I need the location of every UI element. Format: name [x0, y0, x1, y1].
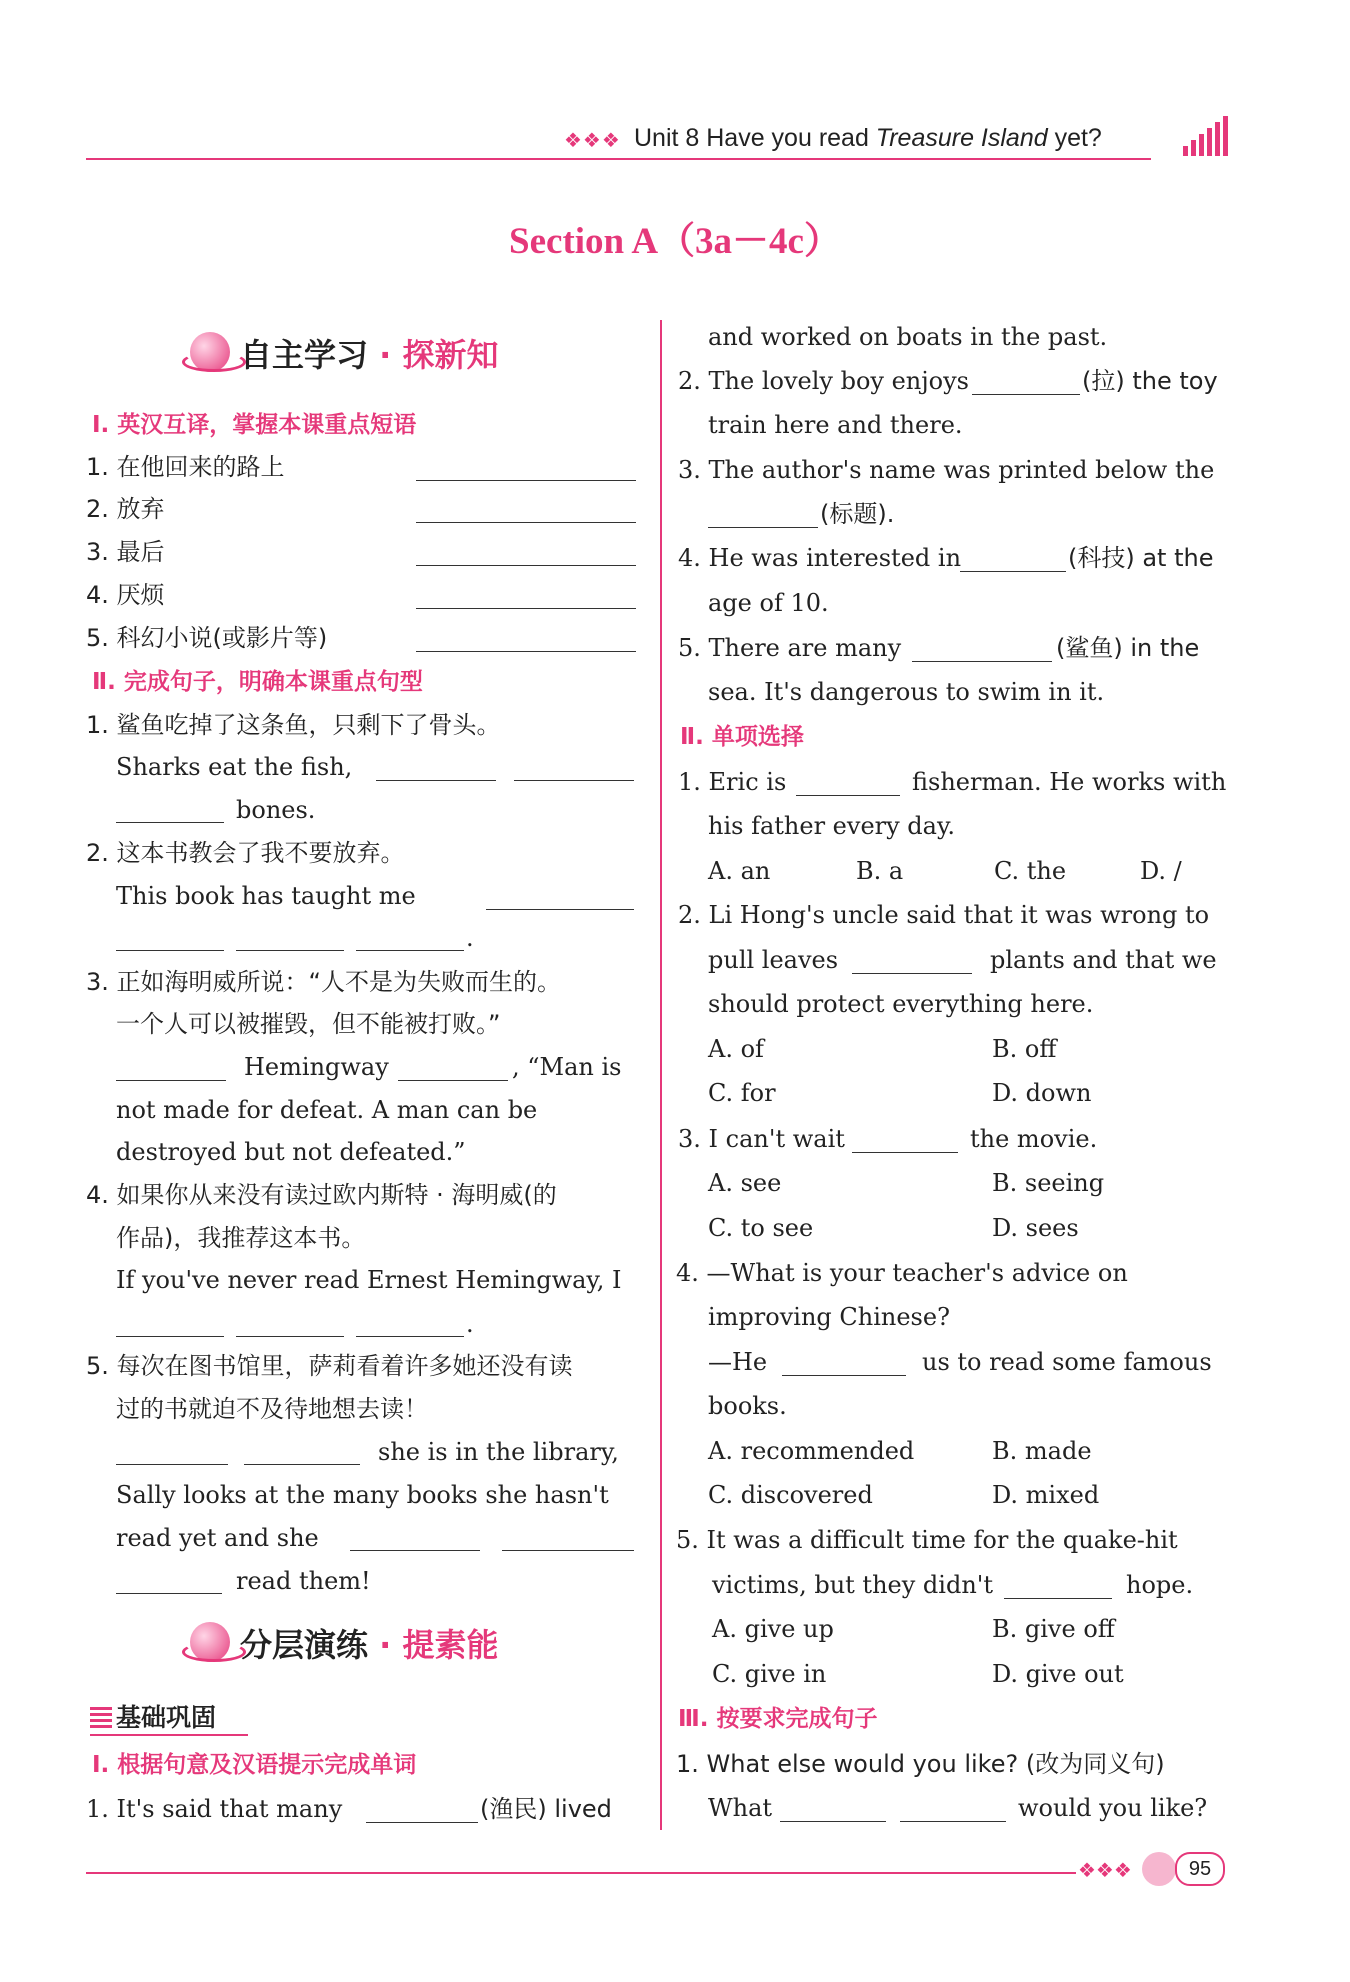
answer-blank[interactable]: [116, 1314, 224, 1337]
answer-blank[interactable]: [116, 928, 224, 951]
answer-blank[interactable]: [236, 928, 344, 951]
option[interactable]: B. give off: [992, 1615, 1115, 1643]
question-text: 作品)，我推荐这本书。: [116, 1224, 366, 1252]
question-text: 3. I can't wait: [678, 1125, 845, 1153]
answer-blank[interactable]: [236, 1314, 344, 1337]
option[interactable]: A. of: [708, 1035, 764, 1063]
answer-blank[interactable]: [376, 758, 496, 781]
question-text: 1. 鲨鱼吃掉了这条鱼，只剩下了骨头。: [86, 711, 501, 739]
answer-blank[interactable]: [350, 1528, 480, 1551]
question-text: 过的书就迫不及待地想去读！: [116, 1395, 428, 1423]
period: .: [466, 1310, 474, 1338]
option[interactable]: D. give out: [992, 1660, 1124, 1688]
footer-rule: [86, 1872, 1076, 1874]
question-text: 4. He was interested in: [678, 544, 962, 572]
question-text: books.: [708, 1392, 787, 1420]
option[interactable]: D. mixed: [992, 1481, 1100, 1509]
answer-blank[interactable]: [398, 1058, 508, 1081]
option[interactable]: B. seeing: [992, 1169, 1105, 1197]
answer-blank[interactable]: [708, 505, 818, 528]
part2-heading: Ⅱ. 完成句子，明确本课重点句型: [92, 669, 423, 695]
option[interactable]: C. the: [994, 857, 1067, 885]
question-text: 1. What else would you like? (改为同义句): [676, 1750, 1165, 1778]
answer-blank[interactable]: [116, 1442, 228, 1465]
question-text: age of 10.: [708, 589, 829, 617]
answer-blank[interactable]: [416, 543, 636, 566]
unit-title: Unit 8 Have you read Treasure Island yet?: [634, 124, 1102, 152]
question-text: This book has taught me: [116, 882, 416, 910]
list-item: 3. 最后: [86, 538, 165, 566]
question-text: 2. Li Hong's uncle said that it was wrong to: [678, 901, 1210, 929]
answer-blank[interactable]: [356, 1314, 464, 1337]
answer-blank[interactable]: [900, 1799, 1006, 1822]
question-text: Sharks eat the fish,: [116, 753, 353, 781]
answer-blank[interactable]: [366, 1800, 478, 1823]
question-text: (科技) at the: [1068, 544, 1214, 572]
sub-banner-basics: 基础巩固: [90, 1698, 216, 1734]
question-text: 4. —What is your teacher's advice on: [676, 1259, 1128, 1287]
answer-blank[interactable]: [852, 951, 972, 974]
question-text: 4. 如果你从来没有读过欧内斯特 · 海明威(的: [86, 1181, 557, 1209]
answer-blank[interactable]: [486, 887, 634, 910]
answer-blank[interactable]: [852, 1130, 958, 1153]
question-text: 1. It's said that many: [86, 1795, 343, 1823]
question-text: 3. 正如海明威所说：“人不是为失败而生的。: [86, 968, 561, 996]
option[interactable]: A. recommended: [708, 1437, 915, 1465]
question-text: —He: [708, 1348, 768, 1376]
option[interactable]: D. sees: [992, 1214, 1079, 1242]
answer-blank[interactable]: [244, 1442, 360, 1465]
option[interactable]: D. down: [992, 1079, 1092, 1107]
question-text: read yet and she: [116, 1524, 319, 1552]
answer-blank[interactable]: [416, 500, 636, 523]
option[interactable]: B. a: [856, 857, 904, 885]
question-text: 一个人可以被摧毁，但不能被打败。”: [116, 1010, 501, 1038]
question-text: and worked on boats in the past.: [708, 323, 1108, 351]
sub-banner-rule: [90, 1734, 248, 1736]
question-text: his father every day.: [708, 812, 955, 840]
answer-blank[interactable]: [116, 1571, 222, 1594]
diamond-marks-icon: ❖❖❖: [1078, 1858, 1132, 1882]
question-text: 5. It was a difficult time for the quake-hit: [676, 1526, 1178, 1554]
answer-blank[interactable]: [514, 758, 634, 781]
column-divider: [660, 320, 662, 1830]
answer-blank[interactable]: [116, 800, 224, 823]
option[interactable]: C. give in: [712, 1660, 827, 1688]
option[interactable]: A. see: [708, 1169, 782, 1197]
question-text: bones.: [236, 796, 316, 824]
question-text: , “Man is: [512, 1053, 622, 1081]
question-text: sea. It's dangerous to swim in it.: [708, 678, 1105, 706]
question-text: 2. 这本书教会了我不要放弃。: [86, 839, 405, 867]
part4-heading: Ⅱ. 单项选择: [680, 724, 804, 750]
answer-blank[interactable]: [782, 1353, 906, 1376]
option[interactable]: B. off: [992, 1035, 1057, 1063]
list-item: 5. 科幻小说(或影片等): [86, 624, 328, 652]
question-text: she is in the library,: [378, 1438, 619, 1466]
diamond-marks-icon: ❖❖❖: [564, 128, 621, 152]
page-number: 95: [1175, 1852, 1225, 1886]
option[interactable]: C. discovered: [708, 1481, 873, 1509]
question-text: destroyed but not defeated.”: [116, 1138, 466, 1166]
question-text: should protect everything here.: [708, 990, 1094, 1018]
answer-blank[interactable]: [502, 1528, 634, 1551]
answer-blank[interactable]: [416, 458, 636, 481]
answer-blank[interactable]: [912, 639, 1052, 662]
question-text: read them!: [236, 1567, 371, 1595]
question-text: us to read some famous: [922, 1348, 1212, 1376]
question-text: Sally looks at the many books she hasn't: [116, 1481, 609, 1509]
question-text: (渔民) lived: [480, 1795, 612, 1823]
question-text: not made for defeat. A man can be: [116, 1096, 538, 1124]
option[interactable]: C. to see: [708, 1214, 814, 1242]
worksheet-page: ❖❖❖ Unit 8 Have you read Treasure Island yet? Section A（3a－4c） 自主学习 · 探新知 Ⅰ. 英汉互译，掌握本课重点短语 1. 在他回来的路上 2. 放弃 3. 最后 4. 厌烦 5. 科幻小说(或影片等) Ⅱ. 完成句子，明确本课重点句型 1. 鲨鱼吃掉了这条鱼，只剩下了骨头。 Sharks eat the fish, bones. 2. 这本书教会了我不要放弃。 This book has taught me . 3. 正如海明威所说：“人不是为失败而生的。 一个人可以被摧毁，但不能被打败。” Hemingway , “Man is not made for defeat. A man can be destroyed but not defeated.” 4. 如果你从来没有读过欧内斯特 · 海明威(的 作品)，我推荐这本书。 If you've never read Ernest Hemingway, I . 5. 每次在图书馆里，萨莉看着许多她还没有读 过的书就迫不及待地想去读！ she is in the library, Sally looks at the many books she hasn't read yet and she read them! 分层演练 · 提素能 基础巩固 Ⅰ. 根据句意及汉语提示完成单词 1. It's said that many (渔民) lived and worked on boats in the past. 2. The lovely boy enjoys (拉) the toy train here and there. 3. The author's name was printed below the (标题). 4. He was interested in (科技) at the age of 10. 5. There are many (鲨鱼) in the sea. It's dangerous to swim in it. Ⅱ. 单项选择 1. Eric is fisherman. He works with his father every day. A. an B. a C. the D. / 2. Li Hong's uncle said that it was wrong to pull leaves plants and that we should protect everything here. A. of B. off C. for D. down 3. I can't wait the movie. A. see B. seeing C. to see D. sees 4. —What is your teacher's advice on improving Chinese? —He us to read some famous books. A. recommended B. made C. discovered D. mixed 5. It was a difficult time for the quake-hit victims, but they didn't hope. A. give up B. give off C. give in D. give out Ⅲ. 按要求完成句子 1. What else would you like? (改为同义句) What would you like? ❖❖❖ 95: [0, 0, 1350, 1982]
option[interactable]: A. give up: [712, 1615, 834, 1643]
question-text: 5. There are many: [678, 634, 902, 662]
question-text: What: [708, 1794, 773, 1822]
section-title: Section A（3a－4c）: [509, 221, 841, 262]
question-text: victims, but they didn't: [712, 1571, 994, 1599]
answer-blank[interactable]: [972, 372, 1080, 395]
stack-icon: [90, 1707, 112, 1729]
question-text: 2. The lovely boy enjoys: [678, 367, 969, 395]
answer-blank[interactable]: [356, 928, 464, 951]
part1-heading: Ⅰ. 英汉互译，掌握本课重点短语: [92, 412, 417, 438]
answer-blank[interactable]: [796, 773, 900, 796]
question-text: pull leaves: [708, 946, 839, 974]
question-text: 1. Eric is: [678, 768, 787, 796]
answer-blank[interactable]: [116, 1058, 226, 1081]
answer-blank[interactable]: [416, 586, 636, 609]
list-item: 4. 厌烦: [86, 581, 165, 609]
answer-blank[interactable]: [1004, 1576, 1112, 1599]
question-text: (鲨鱼) in the: [1056, 634, 1200, 662]
question-text: Hemingway: [244, 1053, 389, 1081]
question-text: would you like?: [1018, 1794, 1208, 1822]
question-text: 3. The author's name was printed below the: [678, 456, 1215, 484]
question-text: If you've never read Ernest Hemingway, I: [116, 1266, 622, 1294]
answer-blank[interactable]: [960, 549, 1066, 572]
answer-blank[interactable]: [780, 1799, 886, 1822]
question-text: plants and that we: [990, 946, 1217, 974]
list-item: 1. 在他回来的路上: [86, 453, 285, 481]
header-rule: [86, 158, 1151, 160]
running-header: [86, 118, 1231, 160]
period: .: [466, 924, 474, 952]
question-text: hope.: [1126, 1571, 1194, 1599]
question-text: fisherman. He works with: [912, 768, 1227, 796]
question-text: train here and there.: [708, 411, 963, 439]
question-text: improving Chinese?: [708, 1303, 950, 1331]
question-text: (拉) the toy: [1082, 367, 1218, 395]
question-text: the movie.: [970, 1125, 1098, 1153]
option[interactable]: C. for: [708, 1079, 776, 1107]
part5-heading: Ⅲ. 按要求完成句子: [678, 1706, 878, 1732]
option[interactable]: B. made: [992, 1437, 1092, 1465]
option[interactable]: A. an: [708, 857, 771, 885]
list-item: 2. 放弃: [86, 495, 165, 523]
decorative-circle-icon: [1142, 1852, 1176, 1886]
part3-heading: Ⅰ. 根据句意及汉语提示完成单词: [92, 1752, 417, 1778]
question-text: (标题).: [820, 500, 895, 528]
answer-blank[interactable]: [416, 629, 636, 652]
bar-graph-icon: [1181, 116, 1231, 156]
option[interactable]: D. /: [1140, 857, 1182, 885]
question-text: 5. 每次在图书馆里，萨莉看着许多她还没有读: [86, 1352, 573, 1380]
